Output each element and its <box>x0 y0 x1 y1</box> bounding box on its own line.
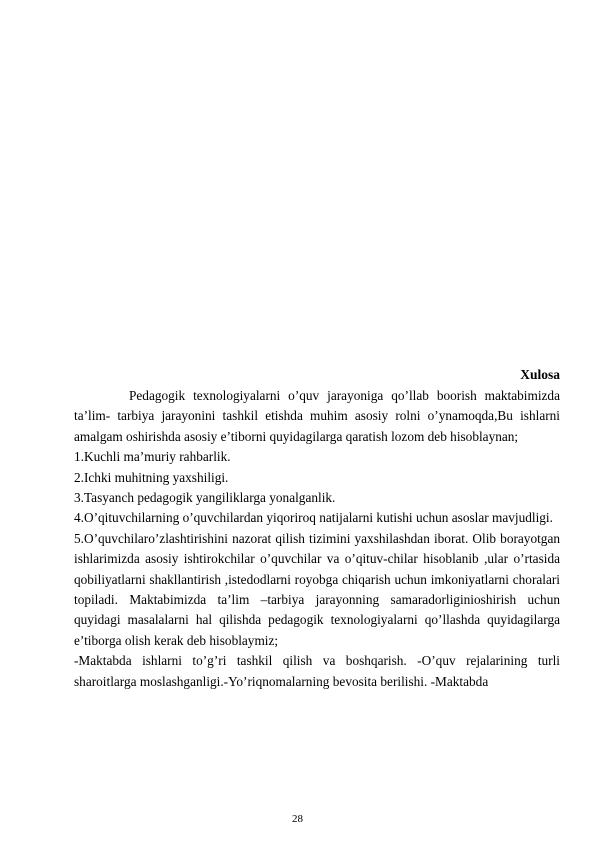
closing-paragraph: -Maktabda ishlarni to’g’ri tashkil qilish va boshqarish. -O’quv rejalarining turli sharoitlarga moslashganligi.-Yo’riqnomalarning bevosita berilishi. -Maktabda <box>74 653 560 689</box>
intro-paragraph: Pedagogik texnologiyalarni o’quv jarayoniga qo’llab boorish maktabimizda ta’lim- tarbiya jarayonini tashkil etishda muhim asosiy rolni o’ynamoqda,Bu ishlarni amalgam oshirishda asosiy e’tiborni quyidagilarga qaratish lozom deb hisoblaynan; <box>74 388 560 444</box>
list-item-4: 4.O’qituvchilarning o’quvchilardan yiqoriroq natijalarni kutishi uchun asoslar mavjudligi. <box>74 510 553 526</box>
list-item-3: 3.Tasyanch pedagogik yangiliklarga yonalganlik. <box>74 490 336 506</box>
list-item-1: 1.Kuchli ma’muriy rahbarlik. <box>74 449 231 465</box>
body-text <box>74 386 560 692</box>
list-item-5: 5.O’quvchilaro’zlashtirishini nazorat qilish tizimini yaxshilashdan iborat. Olib borayotgan ishlarimizda asosiy ishtirokchilar o’quvchilar va o’qituv-chilar hisoblanib ,ular o’rtasida qobiliyatlarni shakllantirish ,istedodlarni royobga chiqarish uchun imkoniyatlarni choralari topiladi. Maktabimizda ta’lim –tarbiya jarayonning samaradorliginioshirish uchun quyidagi masalalarni hal qilishda pedagogik texnologiyalarni qo’llashda quyidagilarga e’tiborga olish kerak deb hisoblaymiz; <box>74 530 560 648</box>
page-number: 28 <box>292 813 303 825</box>
section-heading: Xulosa <box>520 367 560 382</box>
list-item-2: 2.Ichki muhitning yaxshiligi. <box>74 469 229 485</box>
